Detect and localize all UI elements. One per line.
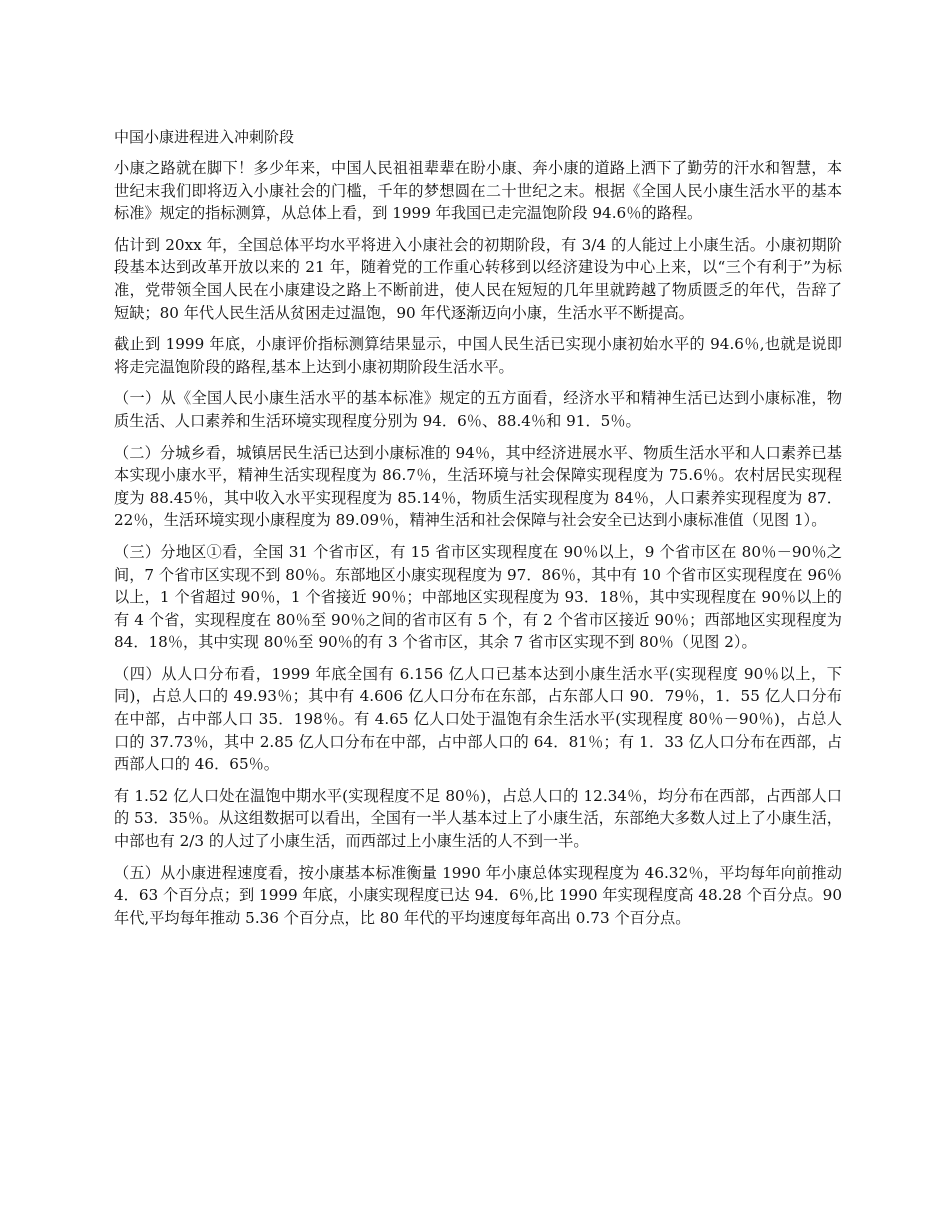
paragraph-section-2: （二）分城乡看，城镇居民生活已达到小康标准的 94％，其中经济进展水平、物质生活水平和人口素养已基本实现小康水平，精神生活实现程度为 86.7％，生活环境与社会保障实现程度为 75.6％。农村居民实现程度为 88.45％，其中收入水平实现程度为 85.14％，物质生活实现程度为 84％，人口素养实现程度为 87．22％，生活环境实现小康程度为 89.09％，精神生活和社会保障与社会安全已达到小康标准值（见图 1）。: [114, 443, 842, 530]
paragraph-intro: 小康之路就在脚下！多少年来，中国人民祖祖辈辈在盼小康、奔小康的道路上洒下了勤劳的汗水和智慧，本世纪末我们即将迈入小康社会的门槛，千年的梦想圆在二十世纪之末。根据《全国人民小康生活水平的基本标准》规定的指标测算，从总体上看，到 1999 年我国已走完温饱阶段 94.6％的路程。: [114, 159, 842, 223]
paragraph-section-4: （四）从人口分布看，1999 年底全国有 6.156 亿人口已基本达到小康生活水平(实现程度 90％以上，下同)，占总人口的 49.93％；其中有 4.606 亿人口分布在东部，占东部人口 90．79％，1．55 亿人口分布在中部，占中部人口 35．198％。有 4.65 亿人口处于温饱有余生活水平(实现程度 80％－90％)，占总人口的 37.73％，其中 2.85 亿人口分布在中部，占中部人口的 64．81％；有 1．33 亿人口分布在西部，占西部人口的 46．65％。: [114, 664, 842, 774]
paragraph-section-5: （五）从小康进程速度看，按小康基本标准衡量 1990 年小康总体实现程度为 46.32％，平均每年向前推动 4．63 个百分点；到 1999 年底，小康实现程度已达 94．6％,比 1990 年实现程度高 48.28 个百分点。90 年代,平均每年推动 5.36 个百分点，比 80 年代的平均速度每年高出 0.73 个百分点。: [114, 863, 842, 927]
document-page: [114, 126, 842, 938]
paragraph-section-1: （一）从《全国人民小康生活水平的基本标准》规定的五方面看，经济水平和精神生活已达到小康标准，物质生活、人口素养和生活环境实现程度分别为 94．6％、88.4％和 91．5％。: [114, 389, 842, 430]
document-title: 中国小康进程进入冲刺阶段: [114, 128, 295, 146]
paragraph-section-3: （三）分地区①看，全国 31 个省市区，有 15 省市区实现程度在 90％以上，9 个省市区在 80％－90％之间，7 个省市区实现不到 80％。东部地区小康实现程度为 97．86％，其中有 10 个省市区实现程度在 96％以上，1 个省超过 90％，1 个省接近 90％；中部地区实现程度为 93．18％，其中实现程度在 90％以上的有 4 个省，实现程度在 80％至 90％之间的省市区有 5 个，有 2 个省市区接近 90％；西部地区实现程度为 84．18％，其中实现 80％至 90％的有 3 个省市区，其余 7 省市区实现不到 80％（见图 2）。: [114, 542, 842, 652]
paragraph-population: 有 1.52 亿人口处在温饱中期水平(实现程度不足 80％)，占总人口的 12.34％，均分布在西部，占西部人口的 53．35％。从这组数据可以看出，全国有一半人基本过上了小康生活，东部绝大多数人过上了小康生活，中部也有 2/3 的人过了小康生活，而西部过上小康生活的人不到一半。: [114, 786, 842, 851]
paragraph-estimate: 估计到 20xx 年，全国总体平均水平将进入小康社会的初期阶段，有 3/4 的人能过上小康生活。小康初期阶段基本达到改革开放以来的 21 年，随着党的工作重心转移到以经济建设为中心上来，以“三个有利于”为标准，党带领全国人民在小康建设之路上不断前进，使人民在短短的几年里就跨越了物质匮乏的年代，告辞了短缺；80 年代人民生活从贫困走过温饱，90 年代逐渐迈向小康，生活水平不断提高。: [114, 235, 842, 322]
paragraph-1999-result: 截止到 1999 年底，小康评价指标测算结果显示，中国人民生活已实现小康初始水平的 94.6％,也就是说即将走完温饱阶段的路程,基本上达到小康初期阶段生活水平。: [114, 335, 842, 376]
